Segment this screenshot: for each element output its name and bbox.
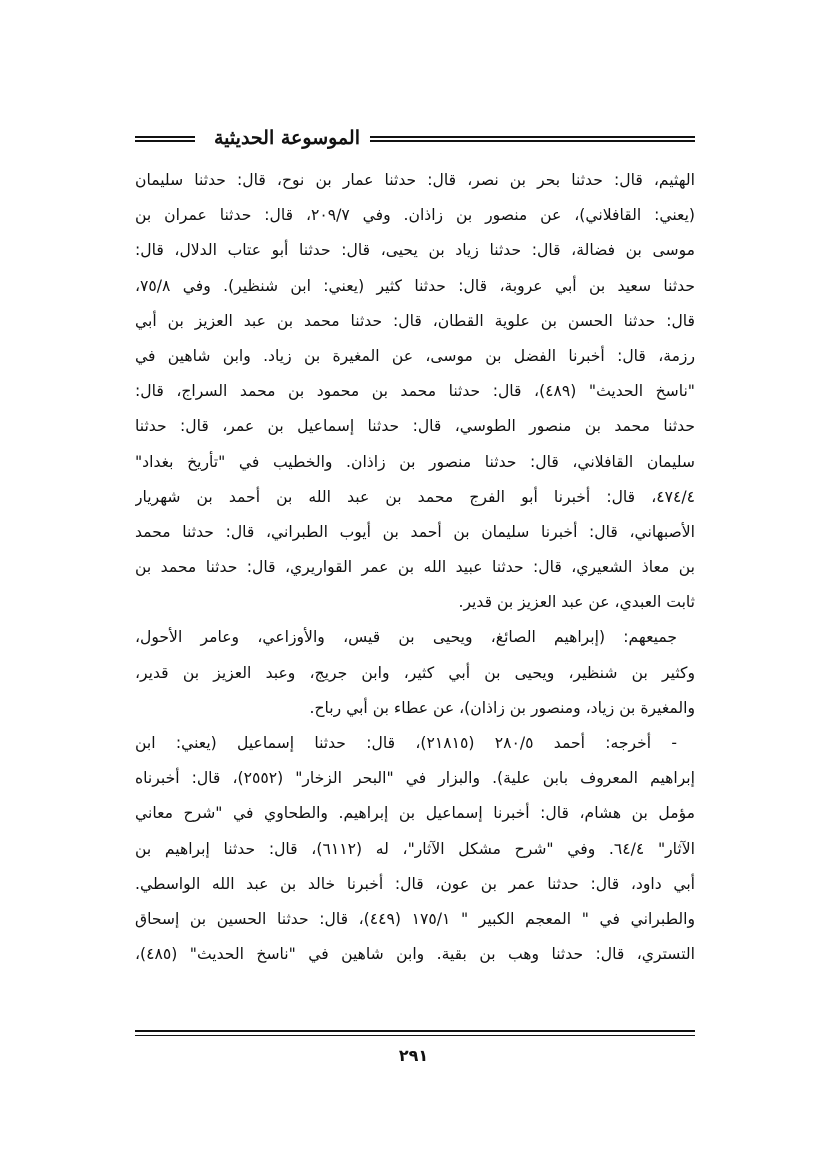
text-line: الأصبهاني، قال: أخبرنا سليمان بن أحمد بن أيوب الطبراني، قال: حدثنا محمد	[135, 522, 695, 541]
text-line: ثابت العبدي، عن عبد العزيز بن قدير.	[458, 593, 695, 612]
text-line: جميعهم: (إبراهيم الصائغ، ويحيى بن قيس، والأوزاعي، وعامر الأحول،	[135, 628, 677, 647]
text-line: التستري، قال: حدثنا وهب بن بقية. وابن شاهين في "ناسخ الحديث" (٤٨٥)،	[135, 945, 695, 964]
text-line: قال: حدثنا الحسن بن علوية القطان، قال: حدثنا محمد بن عبد العزيز بن أبي	[135, 311, 695, 330]
footer-rule-thin	[135, 1035, 695, 1036]
text-line: والطبراني في " المعجم الكبير " ١٧٥/١ (٤٤٩)، قال: حدثنا الحسين بن إسحاق	[135, 909, 695, 928]
header-rule-left	[135, 136, 195, 142]
text-line: إبراهيم المعروف بابن علية). والبزار في "البحر الزخار" (٢٥٥٢)، قال: أخبرناه	[135, 769, 695, 788]
text-line: بن معاذ الشعيري، قال: حدثنا عبيد الله بن عمر القواريري، قال: حدثنا محمد بن	[135, 558, 695, 577]
text-line: والمغيرة بن زياد، ومنصور بن زاذان)، عن عطاء بن أبي رباح.	[309, 698, 695, 717]
text-line: الهثيم، قال: حدثنا بحر بن نصر، قال: حدثنا عمار بن نوح، قال: حدثنا سليمان	[135, 171, 695, 189]
text-line: الآثار" ٦٤/٤. وفي "شرح مشكل الآثار"، له (٦١١٢)، قال: حدثنا إبراهيم بن	[135, 839, 695, 858]
text-line: سليمان القافلاني، قال: حدثنا منصور بن زاذان. والخطيب في "تأريخ بغداد"	[135, 452, 695, 471]
footer-rule	[135, 1030, 695, 1032]
text-line: رزمة، قال: أخبرنا الفضل بن موسى، عن المغيرة بن زياد. وابن شاهين في	[135, 346, 695, 365]
body-text	[135, 163, 695, 972]
text-line: ٤٧٤/٤، قال: أخبرنا أبو الفرج محمد بن عبد الله بن أحمد بن شهريار	[135, 487, 695, 506]
text-line: مؤمل بن هشام، قال: أخبرنا إسماعيل بن إبراهيم. والطحاوي في "شرح معاني	[135, 804, 695, 823]
page-header	[135, 126, 695, 156]
text-line: موسى بن فضالة، قال: حدثنا زياد بن يحيى، قال: حدثنا أبو عتاب الدلال، قال:	[135, 241, 695, 260]
running-title: الموسوعة الحديثية	[214, 127, 360, 149]
page-number: ٢٩١	[398, 1046, 429, 1065]
header-rule-right	[370, 136, 695, 142]
text-line: حدثنا سعيد بن أبي عروبة، قال: حدثنا كثير (يعني: ابن شنظير). وفي ٧٥/٨،	[135, 276, 695, 295]
text-line: (يعني: القافلاني)، عن منصور بن زاذان. وفي ٢٠٩/٧، قال: حدثنا عمران بن	[135, 206, 695, 225]
text-line: وكثير بن شنظير، ويحيى بن أبي كثير، وابن جريج، وعبد العزيز بن قدير،	[135, 663, 695, 682]
text-line: حدثنا محمد بن منصور الطوسي، قال: حدثنا إسماعيل بن عمر، قال: حدثنا	[135, 417, 695, 436]
text-line: "ناسخ الحديث" (٤٨٩)، قال: حدثنا محمد بن محمود بن محمد السراج، قال:	[135, 382, 695, 401]
text-line: - أخرجه: أحمد ٢٨٠/٥ (٢١٨١٥)، قال: حدثنا إسماعيل (يعني: ابن	[135, 734, 677, 752]
text-line: أبي داود، قال: حدثنا عمر بن عون، قال: أخبرنا خالد بن عبد الله الواسطي.	[135, 874, 695, 893]
